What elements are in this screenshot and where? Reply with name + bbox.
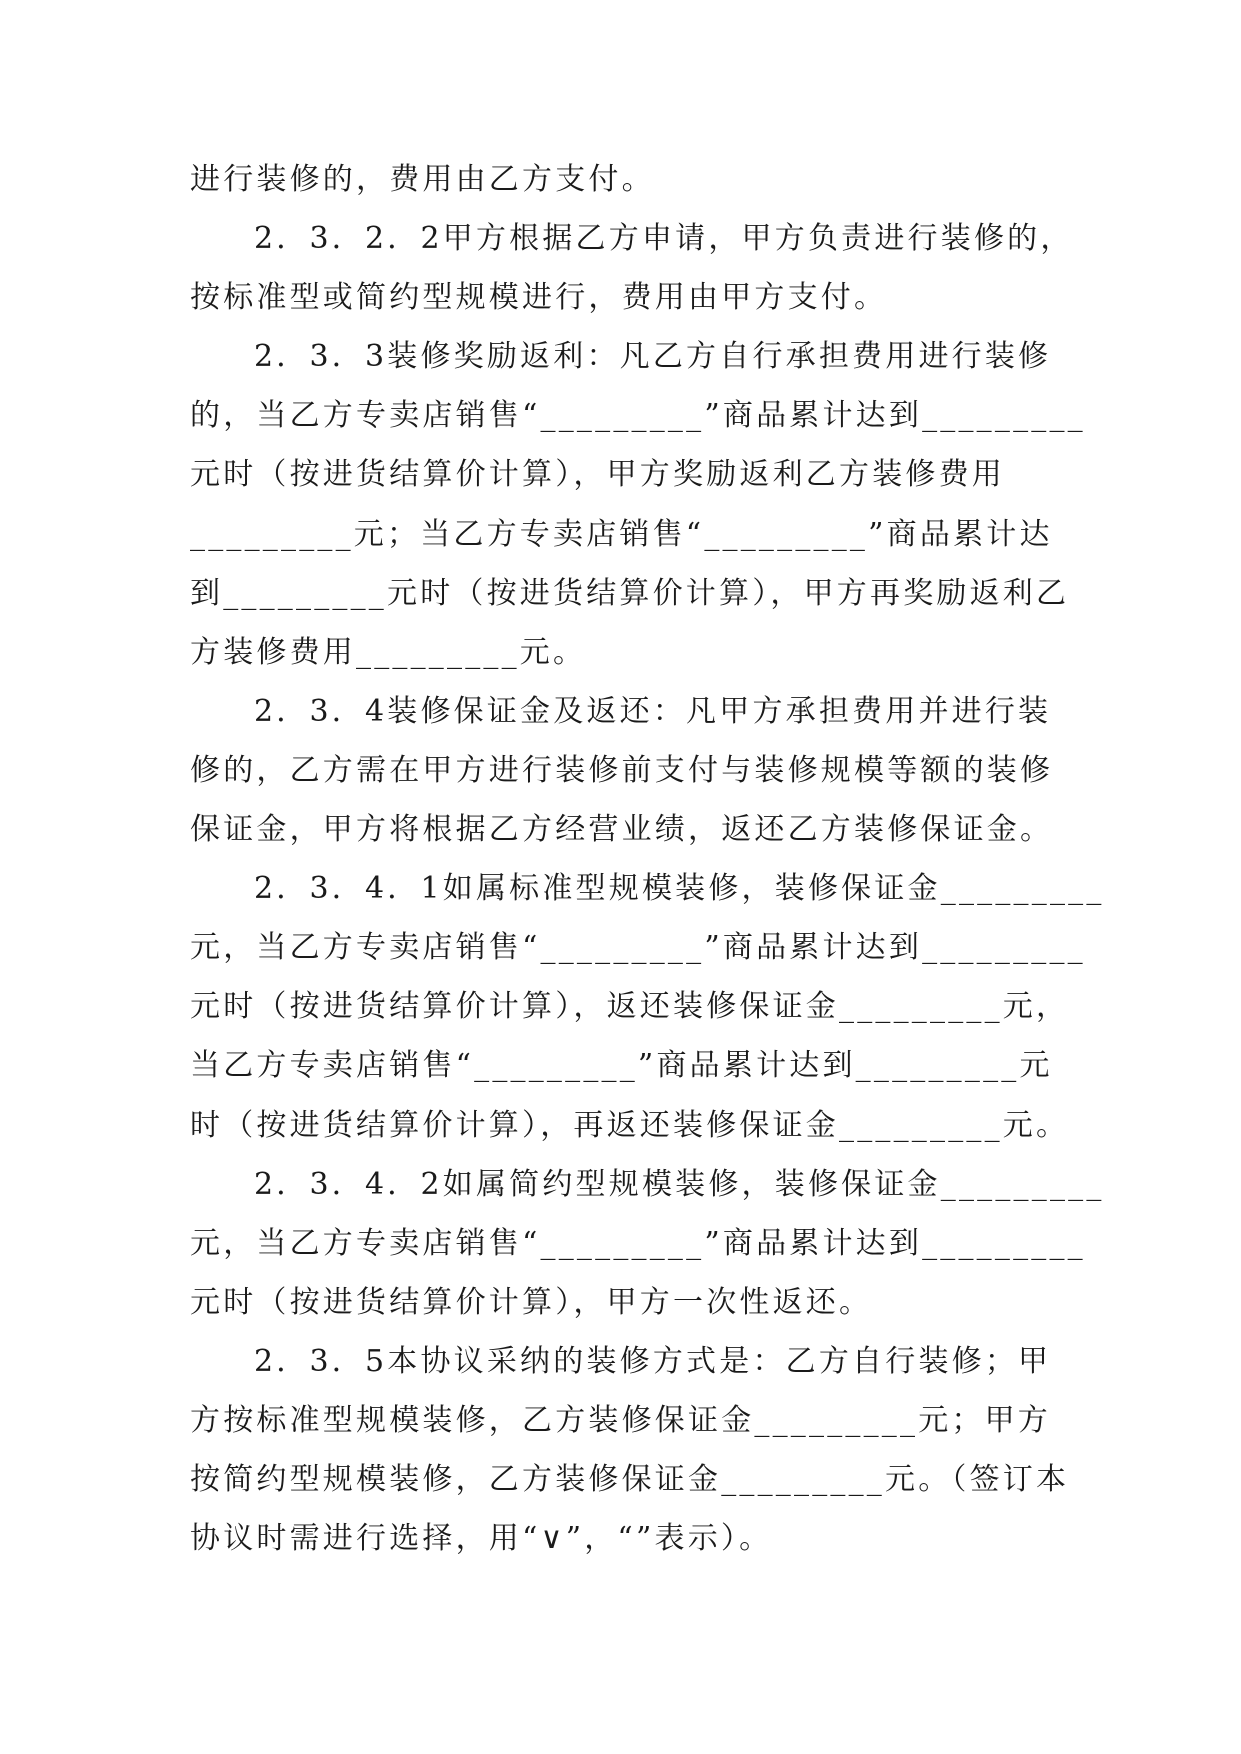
paragraph-line: 协议时需进行选择，用“∨”，“”表示）。 bbox=[190, 1521, 773, 1557]
paragraph-line: 2．3．5本协议采纳的装修方式是：乙方自行装修；甲 bbox=[254, 1343, 1052, 1379]
paragraph-line: 按简约型规模装修，乙方装修保证金_________元。（签订本 bbox=[190, 1462, 1070, 1498]
paragraph-line: 2．3．3装修奖励返利：凡乙方自行承担费用进行装修 bbox=[254, 339, 1052, 375]
paragraph-line: _________元；当乙方专卖店销售“_________”商品累计达 bbox=[190, 516, 1053, 552]
document-body bbox=[190, 150, 1105, 1568]
paragraph-line: 2．3．4．2如属简约型规模装修，装修保证金_________ bbox=[254, 1166, 1105, 1202]
paragraph-line: 2．3．4．1如属标准型规模装修，装修保证金_________ bbox=[254, 871, 1105, 907]
paragraph-line: 按标准型或简约型规模进行，费用由甲方支付。 bbox=[190, 280, 888, 316]
paragraph-line: 2．3．4装修保证金及返还：凡甲方承担费用并进行装 bbox=[254, 693, 1052, 729]
paragraph-line: 元，当乙方专卖店销售“_________”商品累计达到_________ bbox=[190, 930, 1086, 966]
paragraph-line: 到_________元时（按进货结算价计算），甲方再奖励返利乙 bbox=[190, 575, 1070, 611]
paragraph-line: 元时（按进货结算价计算），甲方一次性返还。 bbox=[190, 1284, 873, 1320]
paragraph-line: 进行装修的，费用由乙方支付。 bbox=[190, 162, 655, 197]
paragraph-line: 时（按进货结算价计算），再返还装修保证金_________元。 bbox=[190, 1107, 1070, 1143]
paragraph-line: 保证金，甲方将根据乙方经营业绩，返还乙方装修保证金。 bbox=[190, 812, 1054, 848]
paragraph-line: 2．3．2．2甲方根据乙方申请，甲方负责进行装修的， bbox=[254, 221, 1074, 257]
paragraph-line: 方按标准型规模装修，乙方装修保证金_________元；甲方 bbox=[190, 1402, 1051, 1438]
paragraph-line: 方装修费用_________元。 bbox=[190, 634, 587, 670]
paragraph-line: 元时（按进货结算价计算），甲方奖励返利乙方装修费用 bbox=[190, 457, 1005, 493]
paragraph-line: 的，当乙方专卖店销售“_________”商品累计达到_________ bbox=[190, 398, 1086, 434]
paragraph-line: 元时（按进货结算价计算），返还装修保证金_________元， bbox=[190, 989, 1070, 1025]
paragraph-line: 元，当乙方专卖店销售“_________”商品累计达到_________ bbox=[190, 1225, 1086, 1261]
paragraph-line: 修的，乙方需在甲方进行装修前支付与装修规模等额的装修 bbox=[190, 752, 1054, 788]
paragraph-line: 当乙方专卖店销售“_________”商品累计达到_________元 bbox=[190, 1048, 1053, 1084]
